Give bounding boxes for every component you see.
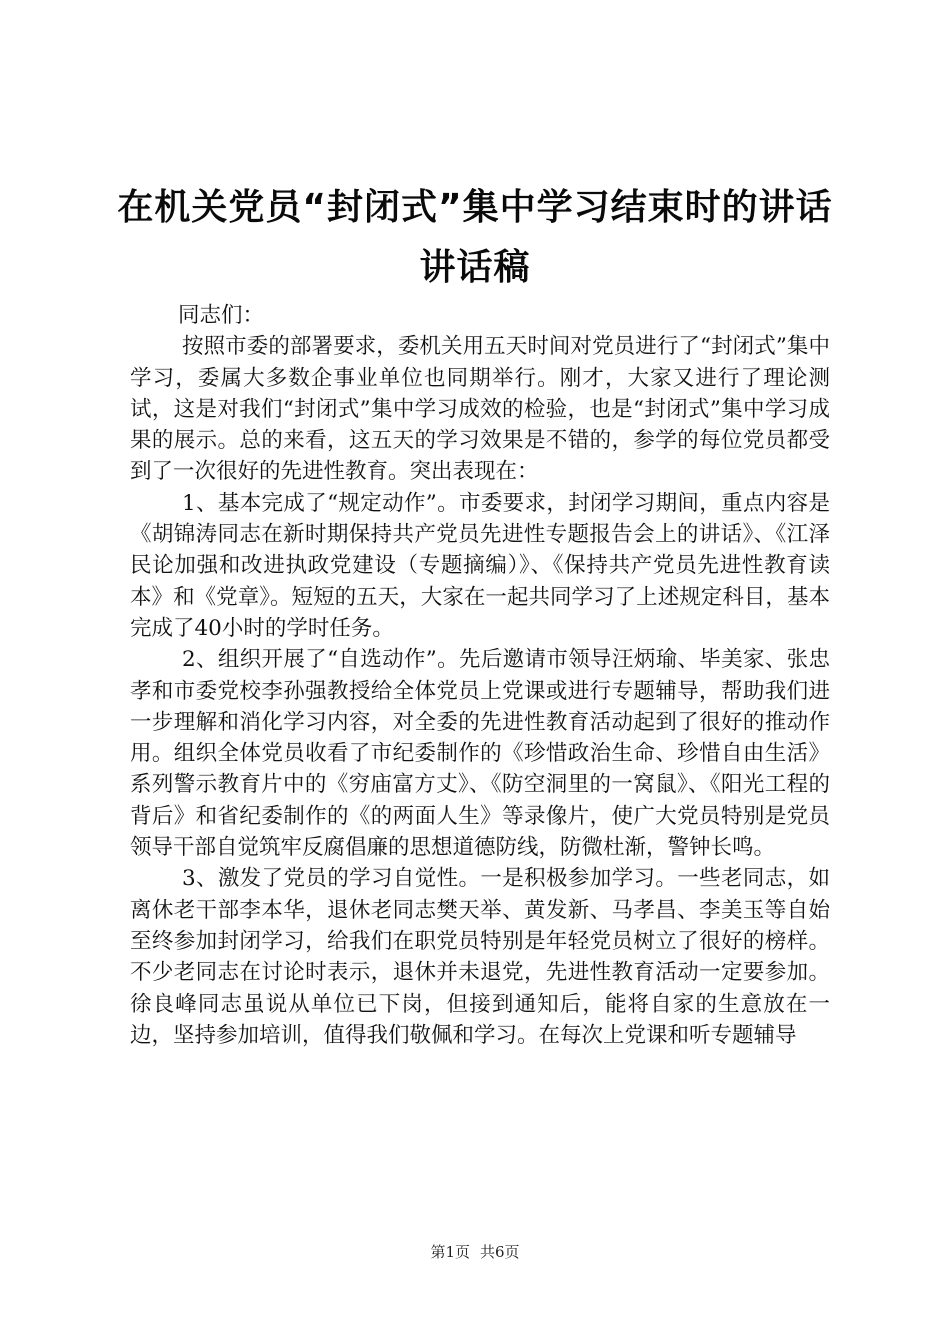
page-number: 第1页 (430, 1243, 470, 1261)
page-total: 共6页 (480, 1243, 520, 1261)
paragraph-point-3: 3、激发了党员的学习自觉性。一是积极参加学习。一些老同志，如离休老干部李本华，退休老同志樊天举、黄发新、马孝昌、李美玉等自始至终参加封闭学习，给我们在职党员特别是年轻党员树立了很好的榜样。不少老同志在讨论时表示，退休并未退党，先进性教育活动一定要参加。徐良峰同志虽说从单位已下岗，但接到通知后，能将自家的生意放在一边，坚持参加培训，值得我们敬佩和学习。在每次上党课和听专题辅导 (130, 866, 830, 1048)
document-title: 在机关党员“封闭式”集中学习结束时的讲话 (117, 187, 833, 228)
document-body (130, 300, 830, 1051)
paragraph-point-2: 2、组织开展了“自选动作”。先后邀请市领导汪炳瑜、毕美家、张忠孝和市委党校李孙强教授给全体党员上党课或进行专题辅导，帮助我们进一步理解和消化学习内容，对全委的先进性教育活动起到了很好的推动作用。组织全体党员收看了市纪委制作的《珍惜政治生命、珍惜自由生活》系列警示教育片中的《穷庙富方丈》、《防空洞里的一窝鼠》、《阳光工程的背后》和省纪委制作的《的两面人生》等录像片，使广大党员特别是党员领导干部自觉筑牢反腐倡廉的思想道德防线，防微杜渐，警钟长鸣。 (130, 647, 830, 861)
paragraph-intro: 按照市委的部署要求，委机关用五天时间对党员进行了“封闭式”集中学习，委属大多数企事业单位也同期举行。刚才，大家又进行了理论测试，这是对我们“封闭式”集中学习成效的检验，也是“封闭式”集中学习成果的展示。总的来看，这五天的学习效果是不错的，参学的每位党员都受到了一次很好的先进性教育。突出表现在： (130, 334, 830, 485)
salutation: 同志们： (178, 303, 265, 328)
page-footer (0, 1242, 950, 1262)
paragraph-point-1: 1、基本完成了“规定动作”。市委要求，封闭学习期间，重点内容是《胡锦涛同志在新时期保持共产党员先进性专题报告会上的讲话》、《江泽民论加强和改进执政党建设（专题摘编）》、《保持共产党员先进性教育读本》和《党章》。短短的五天，大家在一起共同学习了上述规定科目，基本完成了40小时的学时任务。 (130, 490, 830, 641)
document-subtitle: 讲话稿 (419, 247, 531, 288)
